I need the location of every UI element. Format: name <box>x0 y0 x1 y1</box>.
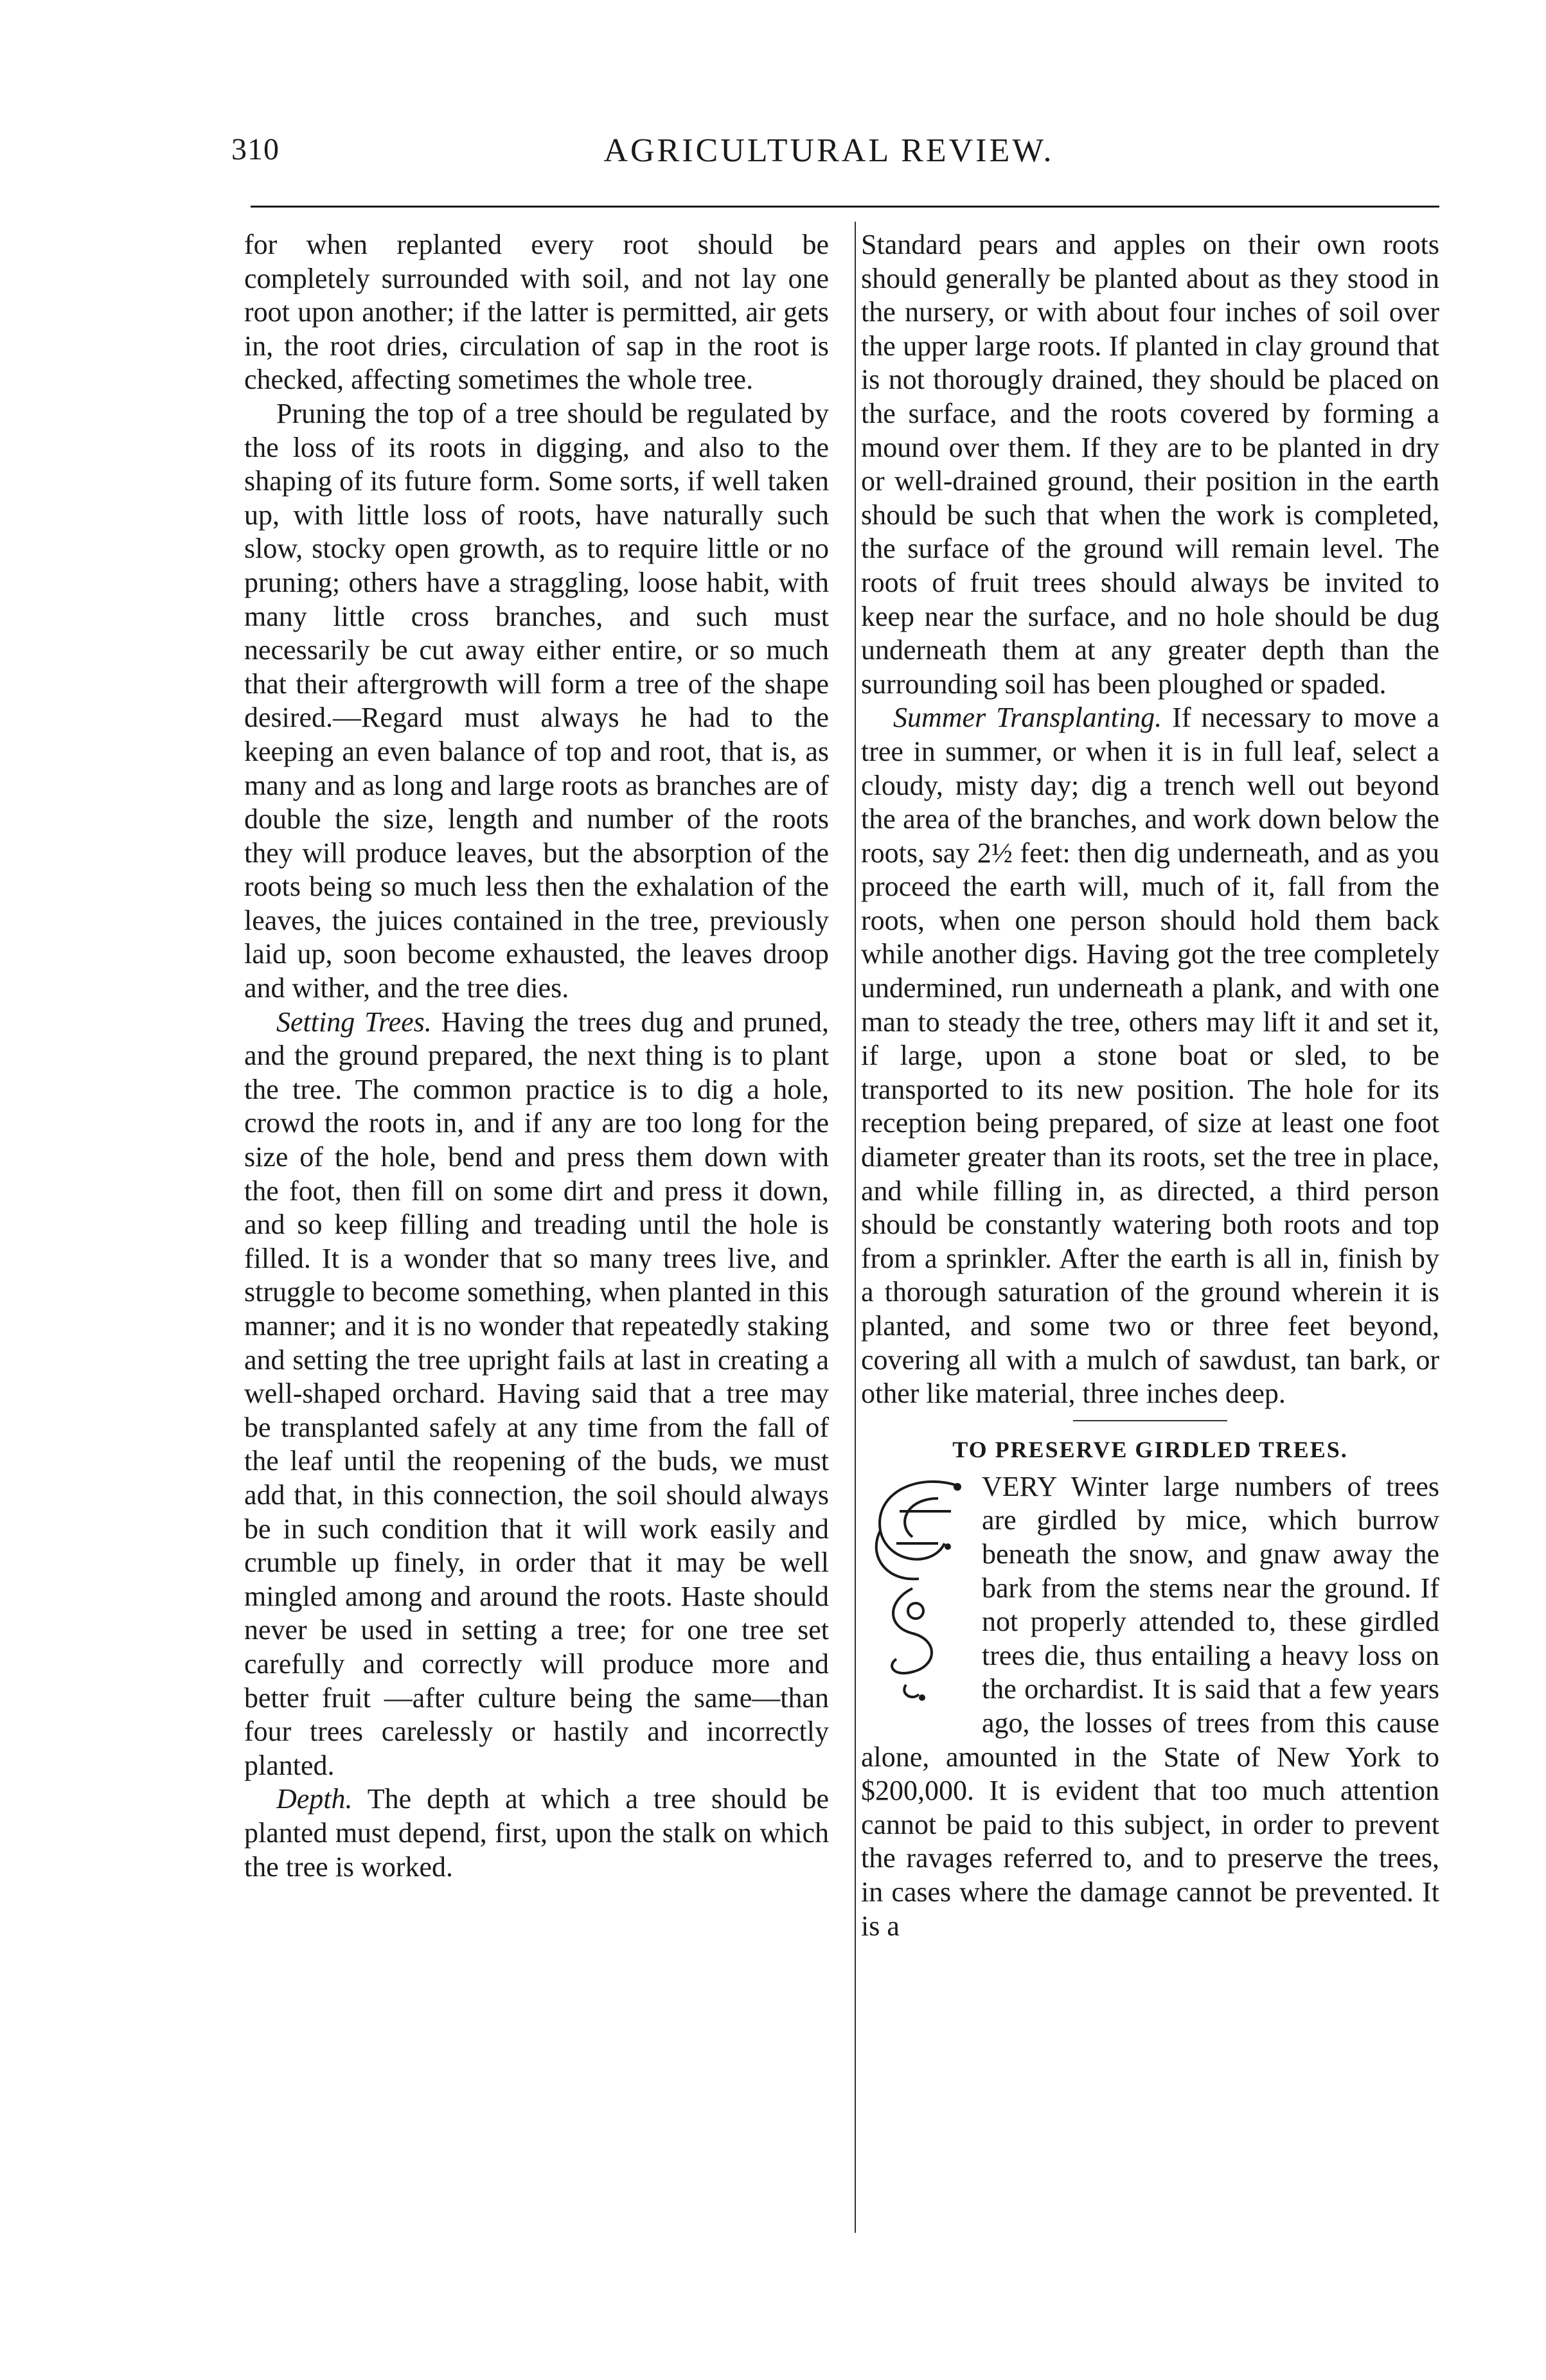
page-header <box>231 132 1426 170</box>
body-setting-trees: Having the trees dug and pruned, and the ground prepared, the next thing is to plant the tree. The common practice is to dig a hole, crowd the roots in, and if any are too long for the size of the hole, bend and press them down with the foot, then fill on some dirt and press it down, and so keep filling and treading until the hole is filled. It is a wonder that so many trees live, and struggle to become something, when planted in this manner; and it is no wonder that repeatedly staking and setting the tree upright fails at last in creating a well-shaped orchard. Having said that a tree may be transplanted safely at any time from the fall of the leaf until the reopening of the buds, we must add that, in this connection, the soil should always be in such condition that it will work easily and crumble up finely, in order that it may be well mingled among and around the roots. Haste should never be used in setting a tree; for one tree set carefully and correctly will produce more and better fruit —after culture being the same—than four trees carelessly or hastily and incorrectly planted. <box>244 1006 829 1781</box>
right-column <box>861 228 1439 1943</box>
ornamental-initial-e-icon <box>861 1473 970 1710</box>
lead-depth: Depth. <box>276 1783 353 1815</box>
paragraph-setting-trees <box>244 1006 829 1783</box>
paragraph-root-placement: for when replanted every root should be completely surrounded with soil, and not lay one root upon another; if the latter is permitted, air gets in, the root dries, circulation of sap in the root is checked, affecting sometimes the whole tree. <box>244 229 829 396</box>
body-girdled-trees: VERY Winter large numbers of trees are girdled by mice, which burrow beneath the snow, and gnaw away the bark from the stems near the ground. If not properly attended to, these girdled trees die, thus entailing a heavy loss on the orchardist. It is said that a few years ago, the losses of trees from this cause alone, amounted in the State of New York to $200,000. It is evident that too much attention cannot be paid to this subject, in order to prevent the ravages referred to, and to preserve the trees, in cases where the damage cannot be prevented. It is a <box>861 1470 1439 1942</box>
running-title: AGRICULTURAL REVIEW. <box>603 132 1054 169</box>
paragraph-pruning: Pruning the top of a tree should be regulated by the loss of its roots in digging, and also to the shaping of its future form. Some sorts, if well taken up, with little loss of roots, have naturally such slow, stocky open growth, as to require little or no pruning; others have a straggling, loose habit, with many little cross branches, and such must necessarily be cut away either entire, or so much that their aftergrowth will form a tree of the shape desired.—Regard must always he had to the keeping an even balance of top and root, that is, as many and as long and large roots as branches are of double the size, length and number of the roots they will produce leaves, but the absorption of the roots being so much less then the exhalation of the leaves, the juices contained in the tree, previously laid up, soon become exhausted, the leaves droop and wither, and the tree dies. <box>244 397 829 1004</box>
left-column <box>244 228 829 1884</box>
lead-setting-trees: Setting Trees. <box>276 1006 432 1038</box>
body-summer-transplanting: If necessary to move a tree in summer, or when it is in full leaf, select a cloudy, misty day; dig a trench well out beyond the area of the branches, and work down below the roots, say 2½ feet: then dig underneath, and as you proceed the earth will, much of it, fall from the roots, when one person should hold them back while another digs. Having got the tree completely undermined, run underneath a plank, and with one man to steady the tree, others may lift it and set it, if large, upon a stone boat or sled, to be transported to its new position. The hole for its reception being prepared, of size at least one foot diameter greater than its roots, set the tree in place, and while filling in, as directed, a third person should be constantly watering both roots and top from a sprinkler. After the earth is all in, finish by a thorough saturation of the ground wherein it is planted, and some two or three feet beyond, covering all with a mulch of sawdust, tan bark, or other like material, three inches deep. <box>861 702 1439 1410</box>
page-number: 310 <box>231 132 280 166</box>
paragraph-standard-pears: Standard pears and apples on their own roots should generally be planted about as they stood in the nursery, or with about four inches of soil over the upper large roots. If planted in clay ground that is not thorougly drained, they should be placed on the surface, and the roots covered by forming a mound over them. If they are to be planted in dry or well-drained ground, their position in the earth should be such that when the work is completed, the surface of the ground will remain level. The roots of fruit trees should always be invited to keep near the surface, and no hole should be dug underneath them at any greater depth than the surrounding soil has been ploughed or spaded. <box>861 229 1439 700</box>
header-rule <box>251 206 1439 208</box>
paragraph-depth <box>244 1782 829 1884</box>
section-rule <box>1073 1420 1227 1421</box>
column-divider <box>855 222 856 2233</box>
paragraph-girdled-trees <box>861 1470 1439 1943</box>
body-depth: The depth at which a tree should be planted must depend, first, upon the stalk on which the tree is worked. <box>244 1783 829 1883</box>
paragraph-summer-transplanting <box>861 701 1439 1410</box>
lead-summer-transplanting: Summer Transplanting. <box>893 702 1162 734</box>
section-heading: TO PRESERVE GIRDLED TREES. <box>952 1436 1348 1462</box>
